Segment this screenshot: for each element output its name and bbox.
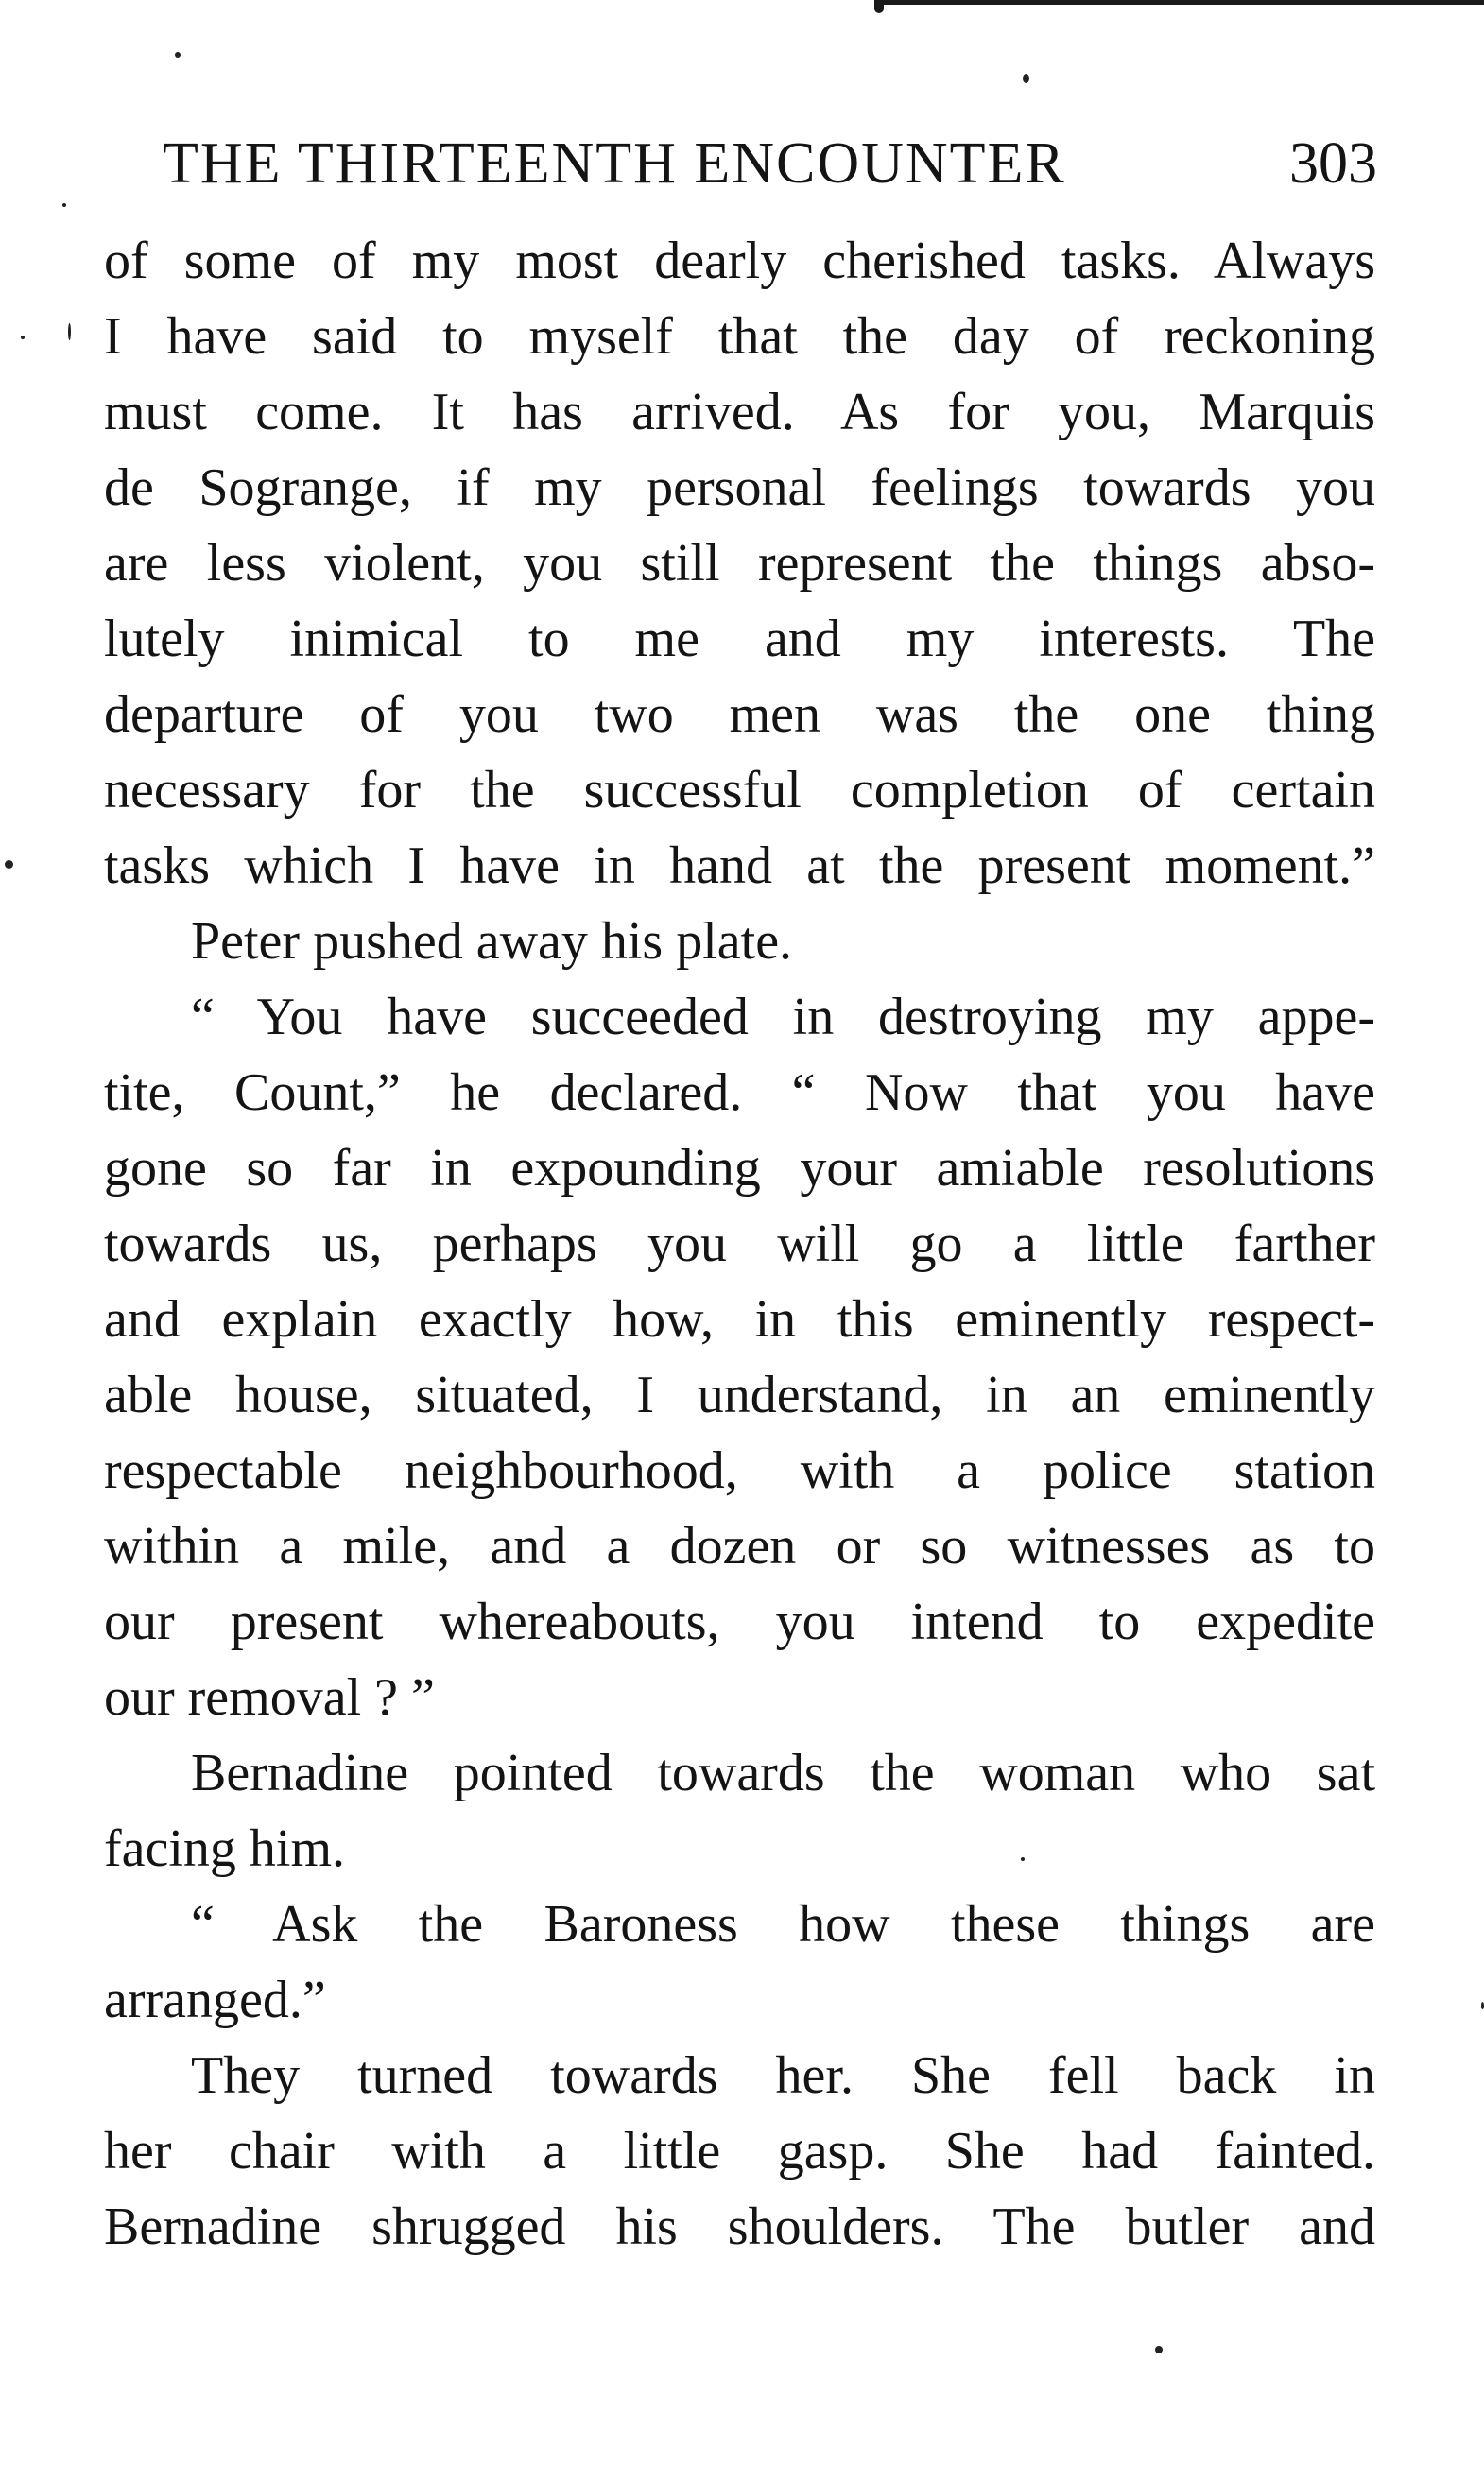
text-line: able house, situated, I understand, in an eminently: [104, 1366, 1375, 1424]
text-line: her chair with a little gasp. She had fainted.: [104, 2122, 1375, 2181]
text-line: Bernadine pointed towards the woman who sat: [191, 1744, 1375, 1802]
scan-speck: [1023, 74, 1029, 83]
scan-speck: [21, 336, 25, 339]
text-line: de Sogrange, if my personal feelings towards you: [104, 458, 1375, 517]
chapter-title: THE THIRTEENTH ENCOUNTER: [163, 131, 1066, 196]
scan-speck: [68, 323, 71, 340]
text-line: within a mile, and a dozen or so witnesses as to: [104, 1517, 1375, 1576]
text-line: respectable neighbourhood, with a police station: [104, 1441, 1375, 1500]
text-line: towards us, perhaps you will go a little farther: [104, 1215, 1375, 1273]
text-line: gone so far in expounding your amiable resolutions: [104, 1139, 1375, 1198]
text-line: must come. It has arrived. As for you, Marquis: [104, 383, 1375, 441]
text-line: are less violent, you still represent the things abso-: [104, 534, 1375, 593]
text-line: departure of you two men was the one thing: [104, 685, 1375, 744]
scan-speck: [175, 52, 181, 58]
text-line: “ You have succeeded in destroying my appe-: [191, 988, 1375, 1046]
text-line: tite, Count,” he declared. “ Now that you have: [104, 1063, 1375, 1122]
body-text: [104, 223, 1375, 2265]
scan-speck: [62, 203, 66, 207]
text-line: Bernadine shrugged his shoulders. The butler and: [104, 2198, 1375, 2256]
scan-top-rule: [879, 0, 1484, 5]
running-head: [163, 121, 1377, 206]
text-line: our removal ? ”: [104, 1668, 435, 1727]
text-line: I have said to myself that the day of reckoning: [104, 307, 1375, 366]
text-line: facing him.: [104, 1819, 346, 1878]
scan-top-tick: [874, 0, 884, 13]
text-line: Peter pushed away his plate.: [191, 912, 793, 971]
page-number: 303: [1289, 131, 1377, 196]
text-line: and explain exactly how, in this eminently respect-: [104, 1290, 1375, 1349]
text-line: tasks which I have in hand at the present moment.”: [104, 836, 1375, 895]
scan-speck: [5, 860, 13, 869]
text-line: of some of my most dearly cherished tasks. Always: [104, 232, 1375, 290]
scan-speck: [1155, 2346, 1163, 2353]
text-line: arranged.”: [104, 1971, 326, 2029]
text-line: lutely inimical to me and my interests. The: [104, 610, 1375, 668]
text-line: our present whereabouts, you intend to expedite: [104, 1593, 1375, 1651]
text-line: “ Ask the Baroness how these things are: [191, 1895, 1375, 1954]
text-line: They turned towards her. She fell back in: [191, 2046, 1375, 2105]
text-line: necessary for the successful completion of certain: [104, 761, 1375, 819]
